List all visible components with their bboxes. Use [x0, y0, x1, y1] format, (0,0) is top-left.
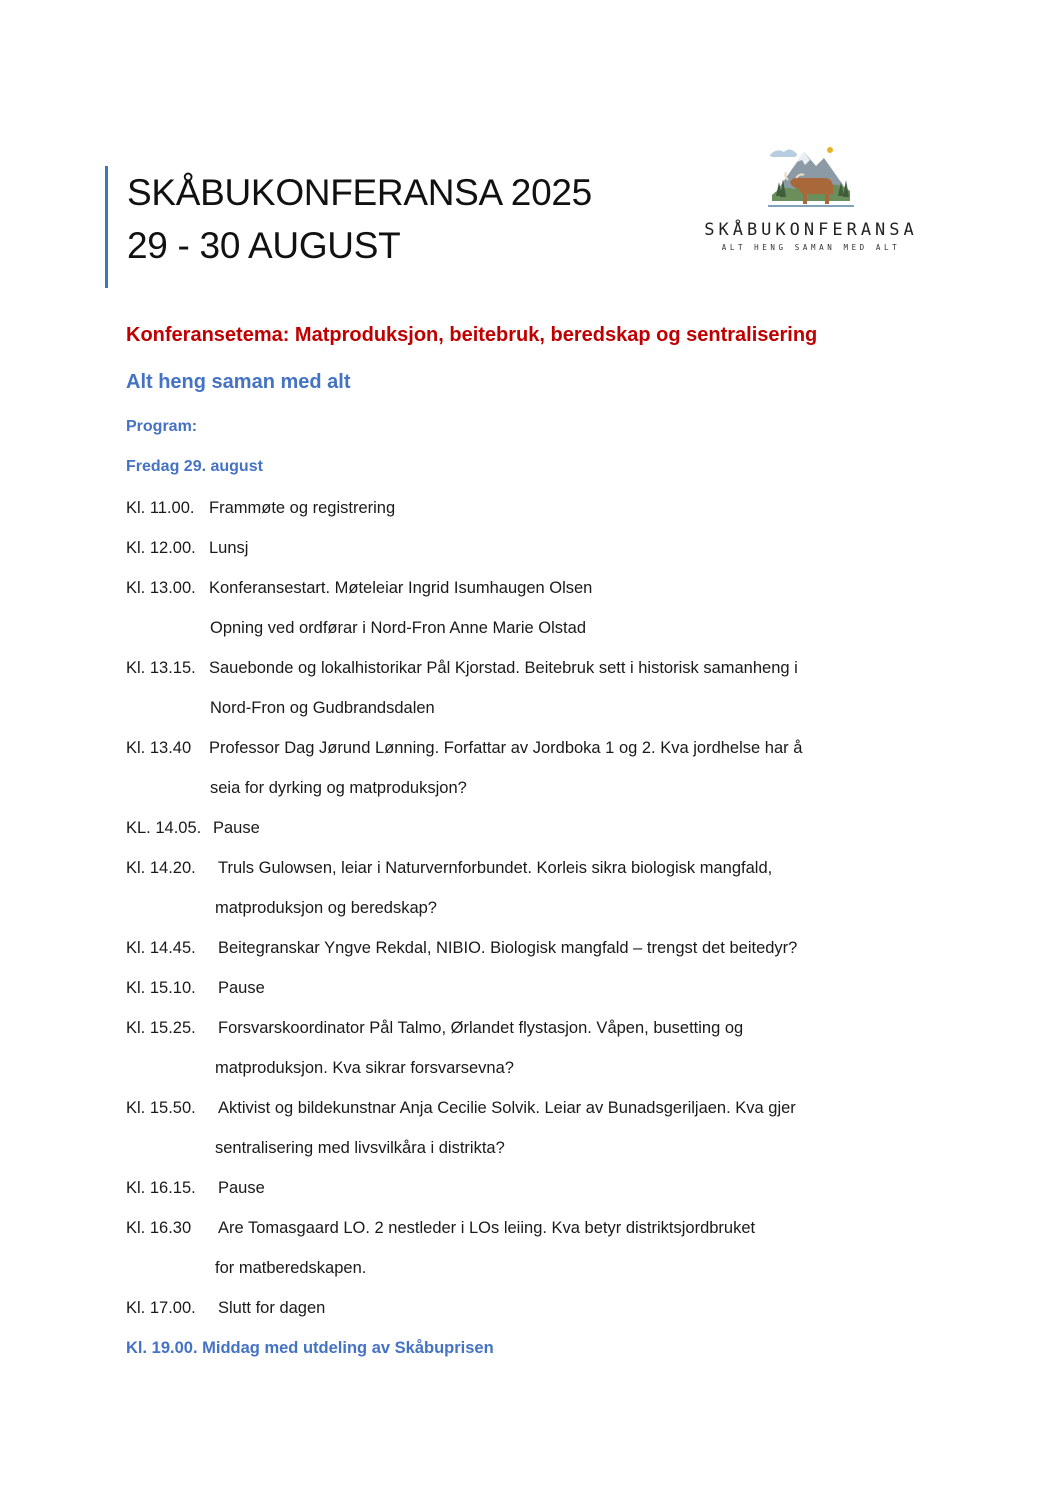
schedule-continuation — [126, 888, 986, 928]
program-label: Program: — [126, 418, 198, 435]
schedule-time: Kl. 17.00. — [126, 1299, 196, 1317]
schedule-continuation — [126, 1128, 986, 1168]
schedule-text: matproduksjon. Kva sikrar forsvarsevna? — [215, 1059, 514, 1077]
cow-mountain-icon — [766, 140, 856, 218]
schedule-item — [126, 1288, 986, 1328]
schedule-time: Kl. 15.10. — [126, 979, 196, 997]
conference-theme: Konferansetema: Matproduksjon, beitebruk, beredskap og sentralisering — [126, 324, 818, 346]
schedule-text: Lunsj — [209, 539, 249, 557]
schedule-text: sentralisering med livsvilkåra i distrikta? — [215, 1139, 505, 1157]
logo-name: SKÅBUKONFERANSA — [704, 220, 918, 240]
conference-subtitle: Alt heng saman med alt — [126, 371, 351, 393]
schedule-text: Nord-Fron og Gudbrandsdalen — [210, 699, 435, 717]
schedule-item — [126, 1208, 986, 1248]
conference-logo — [698, 140, 924, 260]
schedule-time: Kl. 15.25. — [126, 1019, 196, 1037]
schedule-text: Frammøte og registrering — [209, 499, 396, 517]
schedule-text: Are Tomasgaard LO. 2 nestleder i LOs leiing. Kva betyr distriktsjordbruket — [218, 1219, 756, 1237]
schedule-text: Konferansestart. Møteleiar Ingrid Isumhaugen Olsen — [209, 579, 593, 597]
dinner-item: Kl. 19.00. Middag med utdeling av Skåbuprisen — [126, 1339, 494, 1357]
schedule-text: Truls Gulowsen, leiar i Naturvernforbundet. Korleis sikra biologisk mangfald, — [218, 859, 773, 877]
schedule-text: for matberedskapen. — [215, 1259, 367, 1277]
schedule-text: Sauebonde og lokalhistorikar Pål Kjorstad. Beitebruk sett i historisk samanheng i — [209, 659, 798, 677]
title-line-1: SKÅBUKONFERANSA 2025 — [127, 172, 592, 213]
schedule-continuation — [126, 1248, 986, 1288]
schedule-item — [126, 1008, 986, 1048]
schedule-time: Kl. 14.45. — [126, 939, 196, 957]
title-accent-bar — [105, 166, 108, 288]
schedule-time: Kl. 16.15. — [126, 1179, 196, 1197]
schedule-item — [126, 808, 986, 848]
schedule-item — [126, 648, 986, 688]
schedule-time: Kl. 13.15. — [126, 659, 196, 677]
page-title — [127, 166, 592, 272]
schedule-text: Pause — [213, 819, 260, 837]
schedule-continuation — [126, 768, 986, 808]
schedule-list — [126, 488, 986, 1368]
schedule-continuation — [126, 1048, 986, 1088]
schedule-time: Kl. 12.00. — [126, 539, 196, 557]
day-heading: Fredag 29. august — [126, 458, 263, 475]
schedule-text: Aktivist og bildekunstnar Anja Cecilie Solvik. Leiar av Bunadsgeriljaen. Kva gjer — [218, 1099, 796, 1117]
schedule-item — [126, 568, 986, 608]
schedule-continuation — [126, 608, 986, 648]
schedule-text: Forsvarskoordinator Pål Talmo, Ørlandet flystasjon. Våpen, busetting og — [218, 1019, 744, 1037]
schedule-item — [126, 848, 986, 888]
schedule-time: Kl. 14.20. — [126, 859, 196, 877]
schedule-continuation — [126, 688, 986, 728]
schedule-item — [126, 1168, 986, 1208]
schedule-text: Professor Dag Jørund Lønning. Forfattar av Jordboka 1 og 2. Kva jordhelse har å — [209, 739, 803, 757]
schedule-text: Pause — [218, 979, 265, 997]
logo-tagline: ALT HENG SAMAN MED ALT — [721, 243, 901, 252]
schedule-text: matproduksjon og beredskap? — [215, 899, 437, 917]
schedule-time: Kl. 15.50. — [126, 1099, 196, 1117]
schedule-time: Kl. 13.00. — [126, 579, 196, 597]
schedule-time: KL. 14.05. — [126, 819, 202, 837]
schedule-text: Opning ved ordførar i Nord-Fron Anne Marie Olstad — [210, 619, 586, 637]
schedule-item — [126, 488, 986, 528]
schedule-item — [126, 928, 986, 968]
schedule-item — [126, 968, 986, 1008]
schedule-time: Kl. 13.40 — [126, 739, 192, 757]
schedule-time: Kl. 11.00. — [126, 499, 195, 517]
schedule-text: Slutt for dagen — [218, 1299, 326, 1317]
schedule-text: seia for dyrking og matproduksjon? — [210, 779, 467, 797]
title-line-2: 29 - 30 AUGUST — [127, 225, 401, 266]
schedule-time: Kl. 16.30 — [126, 1219, 192, 1237]
schedule-text: Pause — [218, 1179, 265, 1197]
schedule-text: Beitegranskar Yngve Rekdal, NIBIO. Biologisk mangfald – trengst det beitedyr? — [218, 939, 798, 957]
schedule-item — [126, 528, 986, 568]
schedule-item — [126, 1088, 986, 1128]
schedule-item — [126, 728, 986, 768]
